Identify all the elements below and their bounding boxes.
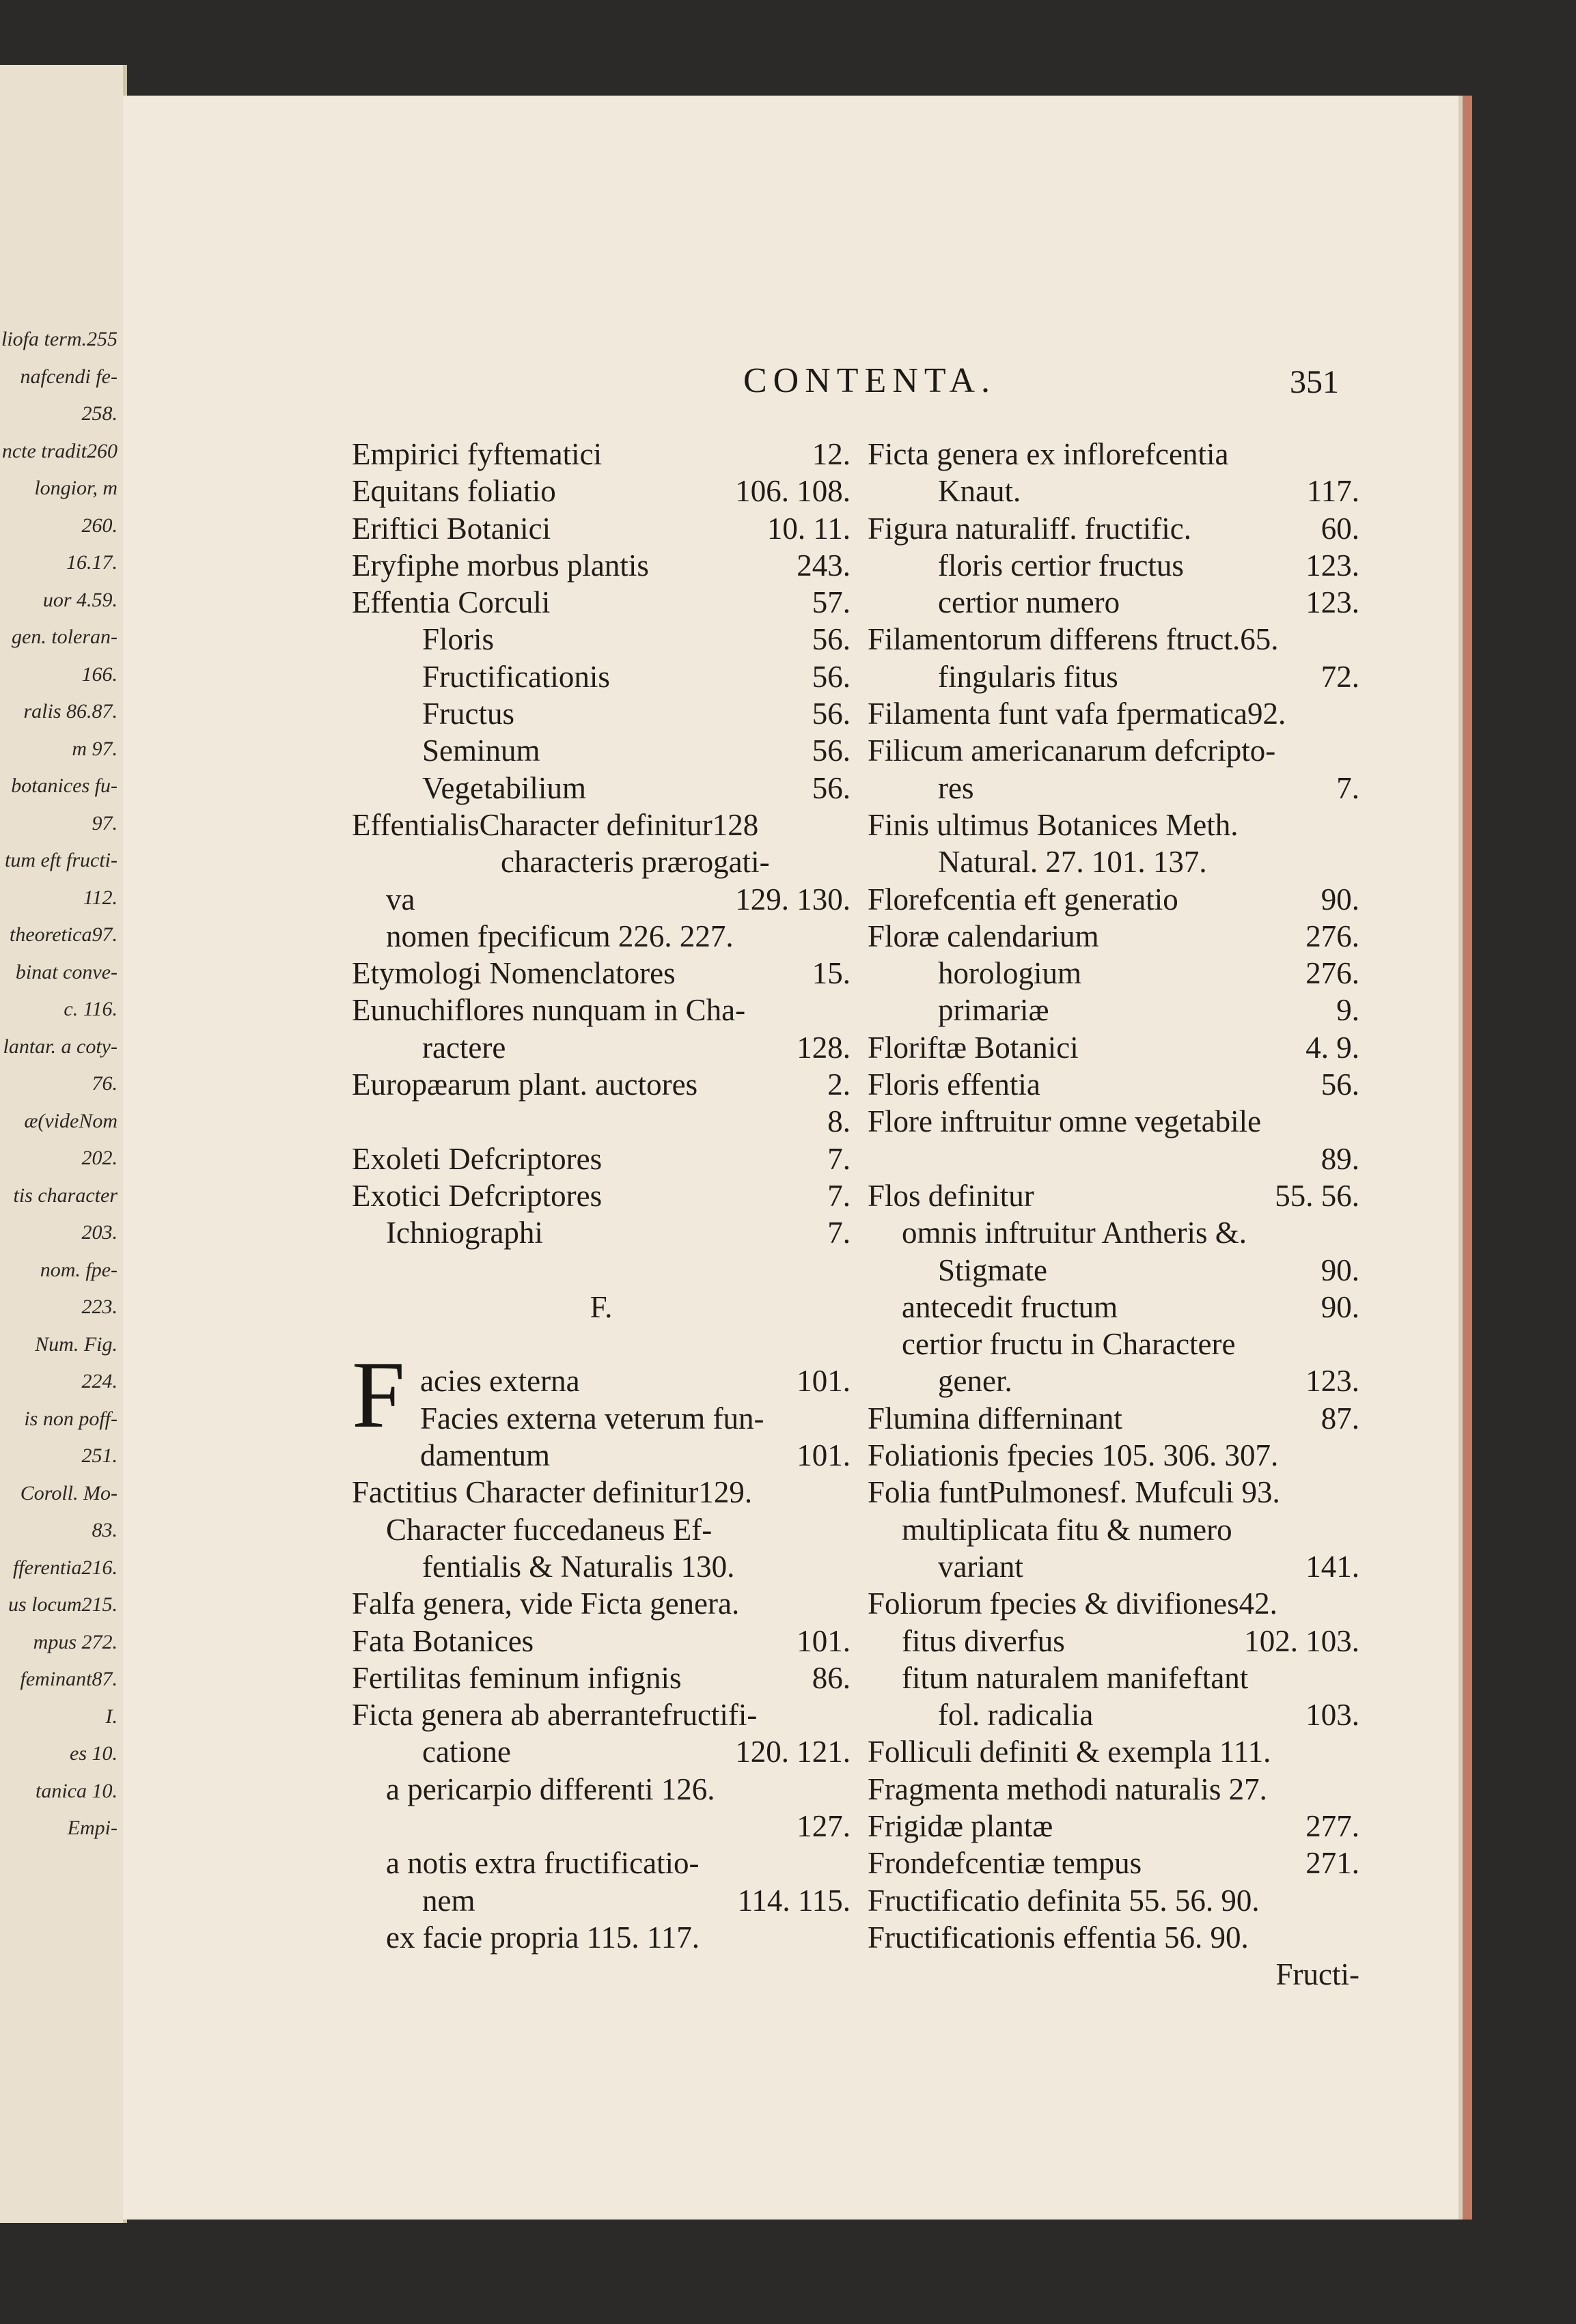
page-title: CONTENTA.: [743, 361, 997, 400]
entry-text: Fructificationis: [422, 659, 610, 694]
index-entry: [352, 1474, 851, 1511]
index-entry: [868, 1660, 1359, 1696]
entry-text: Ficta genera ab aberrantefructifi-: [352, 1698, 758, 1733]
index-entry: [868, 1623, 1359, 1660]
entry-text: variant: [938, 1549, 1023, 1584]
entry-text: Eunuchiflores nunquam in Cha-: [352, 993, 746, 1028]
entry-text: ex facie propria 115. 117.: [386, 1920, 700, 1955]
left-page-fragment: c. 116.: [64, 998, 117, 1020]
left-page-fragment: 166.: [81, 662, 117, 686]
entry-page-ref: 56.: [812, 697, 851, 731]
entry-text: characteris prærogati-: [501, 845, 770, 880]
entry-page-ref: 127.: [797, 1808, 851, 1843]
index-entry: [868, 1177, 1359, 1214]
index-entry: [352, 1696, 851, 1733]
entry-page-ref: 102. 103.: [1244, 1623, 1359, 1658]
index-entry: [352, 843, 851, 880]
entry-text: multiplicata fitu & numero: [902, 1512, 1232, 1547]
entry-text: Eryfiphe morbus plantis: [352, 548, 649, 583]
left-page-fragment: Empi-: [67, 1817, 117, 1839]
entry-text: Flumina differninant: [868, 1401, 1122, 1436]
entry-text: Effentia Corculi: [352, 585, 551, 620]
left-page-fragment: tis character: [13, 1184, 117, 1207]
index-entry: [352, 1771, 851, 1808]
index-entry: [868, 807, 1359, 843]
entry-page-ref: 271.: [1305, 1846, 1359, 1881]
entry-text: Frondefcentiæ tempus: [868, 1846, 1142, 1881]
index-entry: [868, 1326, 1359, 1362]
left-page-fragment: Coroll. Mo-: [20, 1481, 117, 1504]
entry-text: fentialis & Naturalis 130.: [422, 1549, 735, 1584]
entry-text: Fertilitas feminum infignis: [352, 1660, 682, 1695]
entry-page-ref: 7.: [1336, 770, 1359, 805]
index-entry: [868, 1214, 1359, 1251]
left-page-fragment: 97.: [92, 811, 117, 835]
entry-text: Character fuccedaneus Ef-: [386, 1512, 713, 1547]
index-entry: [352, 1845, 851, 1881]
entry-page-ref: 2.: [827, 1067, 851, 1102]
index-entry: [352, 1140, 851, 1177]
entry-text: res: [938, 770, 974, 805]
entry-page-ref: 10. 11.: [766, 511, 851, 546]
index-entry: [868, 1511, 1359, 1548]
entry-page-ref: 103.: [1305, 1698, 1359, 1733]
left-page-fragment: ralis 86.87.: [23, 700, 117, 723]
index-entry: [868, 1548, 1359, 1585]
index-entry: [868, 584, 1359, 621]
entry-text: Floriftæ Botanici: [868, 1030, 1079, 1065]
index-entry: [352, 1437, 851, 1474]
index-entry: [352, 992, 851, 1028]
index-entry: [352, 1808, 851, 1845]
index-entry: [352, 1660, 851, 1696]
entry-text: Facies externa veterum fun-: [420, 1401, 764, 1436]
entry-text: EffentialisCharacter definitur128: [352, 807, 759, 842]
left-page-fragment: 203.: [81, 1221, 117, 1244]
index-entry: [352, 1919, 851, 1956]
index-entry: [352, 1252, 851, 1289]
index-entry: [868, 770, 1359, 807]
entry-page-ref: 101.: [797, 1438, 851, 1473]
index-entry: [868, 621, 1359, 658]
entry-page-ref: 123.: [1305, 585, 1359, 620]
index-entry: [352, 584, 851, 621]
entry-text: Exotici Defcriptores: [352, 1178, 603, 1213]
entry-page-ref: 129. 130.: [735, 882, 851, 916]
index-entry: [868, 1733, 1359, 1770]
entry-page-ref: 12.: [812, 437, 851, 471]
index-entry: [868, 1140, 1359, 1177]
index-entry: [352, 918, 851, 955]
entry-text: Exoleti Defcriptores: [352, 1141, 603, 1176]
entry-page-ref: 57.: [812, 585, 851, 620]
entry-page-ref: 90.: [1321, 1252, 1359, 1287]
left-page-fragment: 112.: [83, 886, 117, 909]
entry-page-ref: 86.: [812, 1660, 851, 1695]
index-entry: [352, 1362, 851, 1399]
index-entry: [868, 1066, 1359, 1103]
entry-text: va: [386, 882, 415, 916]
left-page-fragment: fferentia216.: [12, 1556, 117, 1579]
entry-text: Fructificatio definita 55. 56. 90.: [868, 1883, 1260, 1918]
index-entry: [868, 510, 1359, 547]
left-page-fragment: 202.: [81, 1147, 117, 1169]
entry-text: certior numero: [938, 585, 1120, 620]
entry-text: Empirici fyftematici: [352, 437, 603, 471]
entry-page-ref: 101.: [797, 1364, 851, 1399]
entry-page-ref: 89.: [1321, 1141, 1359, 1176]
entry-page-ref: 8.: [827, 1104, 851, 1139]
left-page-fragment: us locum215.: [8, 1593, 117, 1616]
index-entry: [352, 1326, 851, 1362]
left-page-fragment: 16.17.: [66, 551, 117, 574]
index-entry: [352, 881, 851, 918]
entry-text: Fragmenta methodi naturalis 27.: [868, 1772, 1267, 1806]
entry-text: Ichniographi: [386, 1216, 543, 1250]
index-entry: [868, 1585, 1359, 1622]
index-entry: [352, 1882, 851, 1919]
entry-page-ref: 243.: [797, 548, 851, 583]
entry-text: damentum: [420, 1438, 550, 1473]
entry-text: Filamenta funt vafa fpermatica92.: [868, 697, 1286, 731]
entry-text: a pericarpio differenti 126.: [386, 1772, 715, 1806]
entry-text: horologium: [938, 956, 1081, 991]
entry-page-ref: 101.: [797, 1623, 851, 1658]
left-page-fragment: 83.: [92, 1519, 117, 1541]
left-page-fragment: mpus 272.: [33, 1630, 117, 1653]
left-page-fragment: binat conve-: [15, 960, 117, 983]
entry-page-ref: 56.: [812, 659, 851, 694]
index-entry: [868, 1400, 1359, 1437]
entry-page-ref: 7.: [827, 1141, 851, 1176]
entry-text: Flos definitur: [868, 1178, 1034, 1213]
entry-text: a notis extra fructificatio-: [386, 1846, 700, 1881]
entry-text: Folliculi definiti & exempla 111.: [868, 1735, 1271, 1769]
entry-text: Natural. 27. 101. 137.: [938, 845, 1207, 880]
entry-text: Vegetabilium: [422, 770, 586, 805]
entry-text: fitum naturalem manifeftant: [902, 1660, 1249, 1695]
entry-page-ref: 55. 56.: [1275, 1178, 1359, 1213]
entry-text: Frigidæ plantæ: [868, 1808, 1053, 1843]
entry-page-ref: 9.: [1336, 993, 1359, 1028]
entry-text: Filicum americanarum defcripto-: [868, 733, 1276, 768]
entry-text: Ficta genera ex inflorefcentia: [868, 437, 1229, 471]
index-entry: [868, 732, 1359, 769]
entry-page-ref: 90.: [1321, 882, 1359, 916]
index-entry: [352, 436, 851, 473]
left-page-fragment: gen. toleran-: [12, 626, 117, 648]
entry-page-ref: 72.: [1321, 659, 1359, 694]
entry-text: acies externa: [420, 1364, 580, 1399]
left-page-margin: [0, 65, 127, 2223]
entry-page-ref: 56.: [812, 770, 851, 805]
index-entry: [352, 658, 851, 695]
index-entry: [352, 1103, 851, 1140]
entry-text: Floris effentia: [868, 1067, 1040, 1102]
entry-text: Fructificationis effentia 56. 90.: [868, 1920, 1249, 1955]
section-letter: F.: [590, 1289, 613, 1324]
entry-text: Floris: [422, 622, 495, 657]
left-page-fragment: tanica 10.: [36, 1779, 117, 1802]
entry-text: Foliationis fpecies 105. 306. 307.: [868, 1438, 1279, 1473]
entry-page-ref: 141.: [1305, 1549, 1359, 1584]
entry-page-ref: 120. 121.: [735, 1735, 851, 1769]
entry-page-ref: 117.: [1306, 474, 1359, 509]
index-entry: [352, 807, 851, 843]
entry-text: certior fructu in Charactere: [902, 1327, 1236, 1362]
entry-page-ref: 276.: [1305, 919, 1359, 953]
entry-text: Seminum: [422, 733, 540, 768]
left-page-fragment: lantar. a coty-: [3, 1035, 117, 1058]
entry-text: Fata Botanices: [352, 1623, 534, 1658]
index-entry: [868, 1029, 1359, 1066]
left-page-fragment: nafcendi fe-: [20, 365, 117, 388]
drop-capital: F: [352, 1342, 405, 1448]
entry-page-ref: 56.: [1321, 1067, 1359, 1102]
entry-page-ref: 87.: [1321, 1401, 1359, 1436]
index-entry: [352, 1733, 851, 1770]
index-entry: [868, 1919, 1359, 1956]
entry-text: antecedit fructum: [902, 1289, 1118, 1324]
index-entry: [352, 1066, 851, 1103]
index-entry: [352, 770, 851, 807]
left-page-fragment: theoretica97.: [9, 923, 117, 946]
left-page-fragment: m 97.: [72, 737, 117, 760]
book-page: [123, 96, 1472, 2220]
index-entry: [868, 695, 1359, 732]
left-page-fragment: 223.: [81, 1296, 117, 1318]
left-page-fragment: Num. Fig.: [35, 1332, 117, 1356]
index-entry: [352, 621, 851, 658]
entry-text: floris certior fructus: [938, 548, 1184, 583]
index-entry: [352, 1177, 851, 1214]
left-page-fragment: es 10.: [70, 1742, 117, 1765]
index-entry: [868, 1956, 1359, 1993]
entry-page-ref: 114. 115.: [737, 1883, 851, 1918]
left-page-fragment: 251.: [81, 1444, 117, 1467]
entry-page-ref: 106. 108.: [735, 474, 851, 509]
entry-text: ractere: [422, 1030, 506, 1065]
index-entry: [868, 1252, 1359, 1289]
entry-text: Europæarum plant. auctores: [352, 1067, 698, 1102]
index-entry: [868, 436, 1359, 473]
entry-page-ref: 4. 9.: [1305, 1030, 1359, 1065]
left-page-fragment: feminant87.: [20, 1668, 117, 1690]
index-entry: [868, 1696, 1359, 1733]
entry-page-ref: 15.: [812, 956, 851, 991]
entry-page-ref: 123.: [1305, 548, 1359, 583]
left-page-fragment: nom. fpe-: [40, 1258, 117, 1281]
index-entry: [352, 1214, 851, 1251]
left-page-fragment: longior, m: [34, 477, 117, 499]
entry-text: omnis inftruitur Antheris &.: [902, 1216, 1247, 1250]
entry-page-ref: 60.: [1321, 511, 1359, 546]
left-page-fragment: 260.: [81, 514, 117, 537]
index-column-left: [352, 436, 851, 1956]
entry-page-ref: 128.: [797, 1030, 851, 1065]
page-number: 351: [1290, 364, 1339, 400]
index-entry: [868, 843, 1359, 880]
entry-page-ref: 56.: [812, 622, 851, 657]
left-page-fragment: 76.: [92, 1072, 117, 1095]
entry-text: Stigmate: [938, 1252, 1047, 1287]
entry-page-ref: 276.: [1305, 956, 1359, 991]
entry-text: Flore inftruitur omne vegetabile: [868, 1104, 1262, 1139]
index-entry: [868, 992, 1359, 1028]
index-entry: [868, 1808, 1359, 1845]
entry-text: nem: [422, 1883, 475, 1918]
index-entry: [352, 547, 851, 584]
index-entry: [868, 1474, 1359, 1511]
index-entry: [352, 695, 851, 732]
left-page-fragment: tum eft fructi-: [5, 849, 117, 871]
index-entry: [868, 1771, 1359, 1808]
index-entry: [868, 881, 1359, 918]
index-entry: [352, 1623, 851, 1660]
index-entry: [352, 1400, 851, 1437]
left-page-fragment: ncte tradit260: [1, 439, 117, 462]
entry-text: Falfa genera, vide Ficta genera.: [352, 1586, 740, 1621]
index-entry: [868, 955, 1359, 992]
entry-text: Equitans foliatio: [352, 474, 556, 509]
entry-page-ref: 277.: [1305, 1808, 1359, 1843]
entry-text: Factitius Character definitur129.: [352, 1475, 753, 1510]
left-page-fragment: botanices fu-: [11, 774, 117, 797]
entry-text: Eriftici Botanici: [352, 511, 551, 546]
index-entry: [352, 1585, 851, 1622]
entry-text: Filamentorum differens ftruct.65.: [868, 622, 1279, 657]
entry-text: fingularis fitus: [938, 659, 1118, 694]
index-entry: [352, 1548, 851, 1585]
left-page-fragment: 224.: [81, 1370, 117, 1392]
left-page-fragment: I.: [105, 1705, 117, 1728]
index-entry: [352, 732, 851, 769]
left-page-fragment: uor 4.59.: [42, 588, 117, 611]
entry-text: catione: [422, 1735, 511, 1769]
entry-text: Floræ calendarium: [868, 919, 1099, 953]
left-page-fragment: æ(videNom: [24, 1109, 117, 1132]
index-entry: [868, 547, 1359, 584]
index-entry: [868, 473, 1359, 509]
index-entry: [868, 1882, 1359, 1919]
entry-text: fol. radicalia: [938, 1698, 1094, 1733]
entry-text: Foliorum fpecies & divifiones42.: [868, 1586, 1277, 1621]
entry-page-ref: 90.: [1321, 1289, 1359, 1324]
entry-text: Florefcentia eft generatio: [868, 882, 1178, 916]
left-page-fragment: 258.: [81, 402, 117, 425]
index-column-right: [868, 436, 1359, 1993]
entry-text: Etymologi Nomenclatores: [352, 956, 676, 991]
left-page-fragment: is non poff-: [24, 1407, 117, 1430]
entry-text: Fructus: [422, 697, 514, 731]
index-entry: [352, 473, 851, 509]
entry-text: nomen fpecificum 226. 227.: [386, 919, 734, 953]
left-page-fragment: liofa term.255: [1, 328, 117, 350]
index-entry: [868, 1437, 1359, 1474]
index-entry: [352, 955, 851, 992]
index-entry: [352, 1029, 851, 1066]
index-entry: [352, 1511, 851, 1548]
catchword: Fructi-: [1275, 1957, 1359, 1992]
entry-text: Knaut.: [938, 474, 1021, 509]
running-header: [123, 361, 1472, 402]
entry-text: primariæ: [938, 993, 1049, 1028]
entry-page-ref: 7.: [827, 1216, 851, 1250]
entry-text: gener.: [938, 1364, 1012, 1399]
index-entry: [868, 658, 1359, 695]
index-entry: [868, 1289, 1359, 1326]
index-entry: [868, 1362, 1359, 1399]
entry-text: fitus diverfus: [902, 1623, 1065, 1658]
entry-text: Finis ultimus Botanices Meth.: [868, 807, 1239, 842]
index-entry: [868, 1103, 1359, 1140]
entry-page-ref: 7.: [827, 1178, 851, 1213]
entry-page-ref: 56.: [812, 733, 851, 768]
entry-text: Figura naturaliff. fructific.: [868, 511, 1191, 546]
index-entry: [868, 918, 1359, 955]
index-entry: [868, 1845, 1359, 1881]
index-entry: [352, 510, 851, 547]
entry-text: Folia funtPulmonesf. Mufculi 93.: [868, 1475, 1280, 1510]
entry-page-ref: 123.: [1305, 1364, 1359, 1399]
